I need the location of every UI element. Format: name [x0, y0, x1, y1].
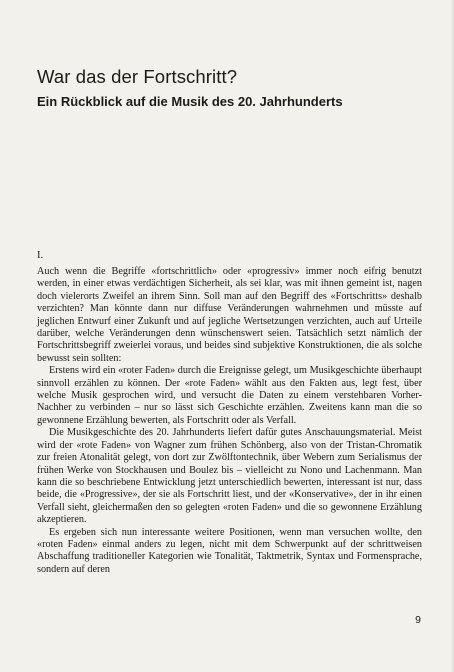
- paragraph: Die Musikgeschichte des 20. Jahrhunderts liefert dafür gutes Anschauungsmaterial. Meist wird der «rote Faden» von Wagner zum frühen Schönberg, also von der Tristan-Chromatik zur freien Atonalität gelegt, von dort zur Zwölftontechnik, über Webern zum Serialismus der frühen Werke von Stockhausen und Boulez bis – vielleicht zu Nono und Lachenmann. Man kann die so beschriebene Entwicklung jetzt unterschiedlich bewerten, interessant ist nur, dass beide, die «Progressive», der sie als Fortschritt liest, und der «Konservative», der in ihr einen Verfall sieht, gleichermaßen den so gelegten «roten Faden» und die so gewonnene Erzählung akzeptieren.: [37, 427, 422, 526]
- paragraph: Erstens wird ein «roter Faden» durch die Ereignisse gelegt, um Musikgeschichte überhaupt sinnvoll erzählen zu können. Der «rote Faden» wählt aus den Fakten aus, legt fest, über welche Musik gesprochen wird, und versucht die Daten zu einem verstehbaren Vorher-Nachher zu verbinden – nur so lässt sich Geschichte erzählen. Zweitens kann man die so gewonnene Erzählung bewerten, als Fortschritt oder als Verfall.: [37, 365, 422, 426]
- paragraph: Es ergeben sich nun interessante weitere Positionen, wenn man versuchen wollte, den «roten Faden» einmal anders zu legen, nicht mit dem Schwerpunkt auf der schrittweisen Abschaffung traditioneller Kategorien wie Tonalität, Taktmetrik, Syntax und Formensprache, sondern auf deren: [37, 526, 422, 575]
- section-number: I.: [37, 250, 44, 261]
- page-number: 9: [415, 614, 421, 626]
- paragraph: Auch wenn die Begriffe «fortschrittlich» oder «progressiv» immer noch eifrig benutzt werden, in einer etwas verdächtigen Sicherheit, als sei klar, was mit ihnen gemeint ist, nagen doch vielerorts Zweifel an ihrem Sinn. Soll man auf den Begriff des «Fortschritts» deshalb verzichten? Man könnte dann nur diffuse Veränderungen wahrnehmen und müsste auf jeglichen Entwurf einer Zukunft und auf jegliche Wertsetzungen verzichten, auch auf Urteile darüber, welche Veränderungen denn wünschenswert seien. Tatsächlich setzt nämlich der Fortschrittsbegriff zweierlei voraus, und beides sind subjektive Konstruktionen, die als solche bewusst sein sollten:: [37, 266, 422, 364]
- chapter-title: War das der Fortschritt?: [37, 66, 238, 87]
- body-text: [37, 266, 422, 576]
- chapter-subtitle: Ein Rückblick auf die Musik des 20. Jahrhunderts: [37, 94, 343, 109]
